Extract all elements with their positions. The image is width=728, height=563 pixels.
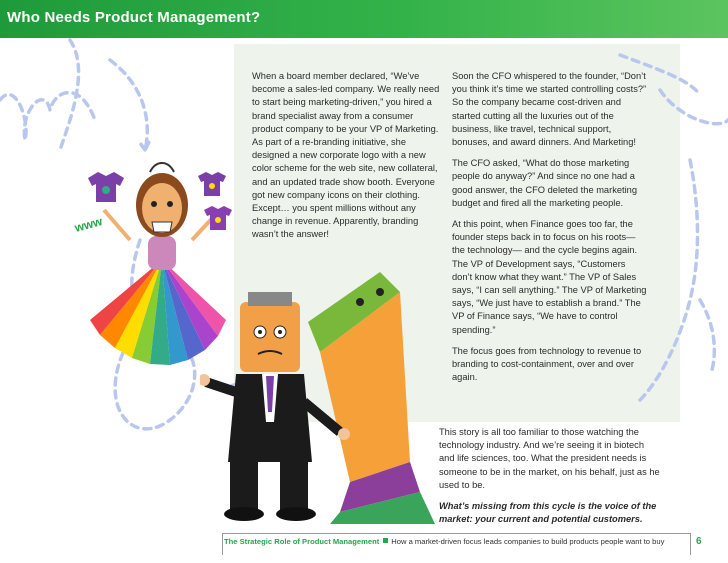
text-column-left (252, 70, 442, 250)
paragraph: When a board member declared, “We’ve become a sales-led company. We really need to start being marketing-driven,” you hired a brand specialist away from a consumer product company to be your VP of Marketing. As part of a re-branding initiative, she designed a new corporate logo with a new color scheme for the web site, new collateral, and an updated trade show booth. Everyone got new company icons on their clothing. Except… you spent millions without any change in revenue. Apparently, branding wasn’t the answer! (252, 71, 440, 240)
page-number: 6 (696, 536, 702, 547)
paragraph: This story is all too familiar to those watching the technology industry. And we’re seeing it in biotech and life sciences, too. What the president needs is someone to be in the market, on his behalf, just as he used to be. (439, 427, 660, 490)
footer-divider-right (690, 533, 691, 555)
footer-book-title: The Strategic Role of Product Management (224, 537, 380, 546)
footer-subtitle: How a market-driven focus leads companies to build products people want to buy (391, 537, 665, 546)
pencil-character (308, 272, 435, 524)
emphasis-paragraph: What’s missing from this cycle is the voice of the market: your current and potential customers. (439, 501, 657, 525)
executive-pencil-illustration (200, 262, 440, 527)
text-column-right (452, 70, 648, 392)
text-column-bottom (439, 426, 661, 534)
header-banner (0, 0, 728, 38)
www-label: www (73, 214, 104, 235)
paragraph: At this point, when Finance goes too far, the founder steps back in to focus on his roots—the technology— and the cycle begins again. The VP of Development says, “Customers don’t know what they want.” The VP of Sales says, “I can sell anything.” The VP of Marketing says, “We just have to establish a brand.” The VP of Finance says, “We have to control spending.” (452, 219, 647, 335)
paragraph: Soon the CFO whispered to the founder, “Don’t you think it’s time we started controlling costs?” So the company became cost-driven and started cutting all the luxuries out of the business, like travel, technical support, bonuses, and award dinners. And Marketing! (452, 71, 647, 148)
footer-divider (222, 533, 690, 534)
paragraph: The focus goes from technology to revenue to branding to cost-containment, over and over again. (452, 345, 642, 383)
square-bullet-icon (383, 538, 388, 543)
footer-divider-left (222, 533, 223, 555)
paragraph: The CFO asked, “What do those marketing people do anyway?” And since no one had a good answer, the CFO deleted the marketing budget and fired all the marketing people. (452, 158, 638, 208)
page-title: Who Needs Product Management? (7, 9, 261, 26)
running-footer (224, 537, 664, 546)
